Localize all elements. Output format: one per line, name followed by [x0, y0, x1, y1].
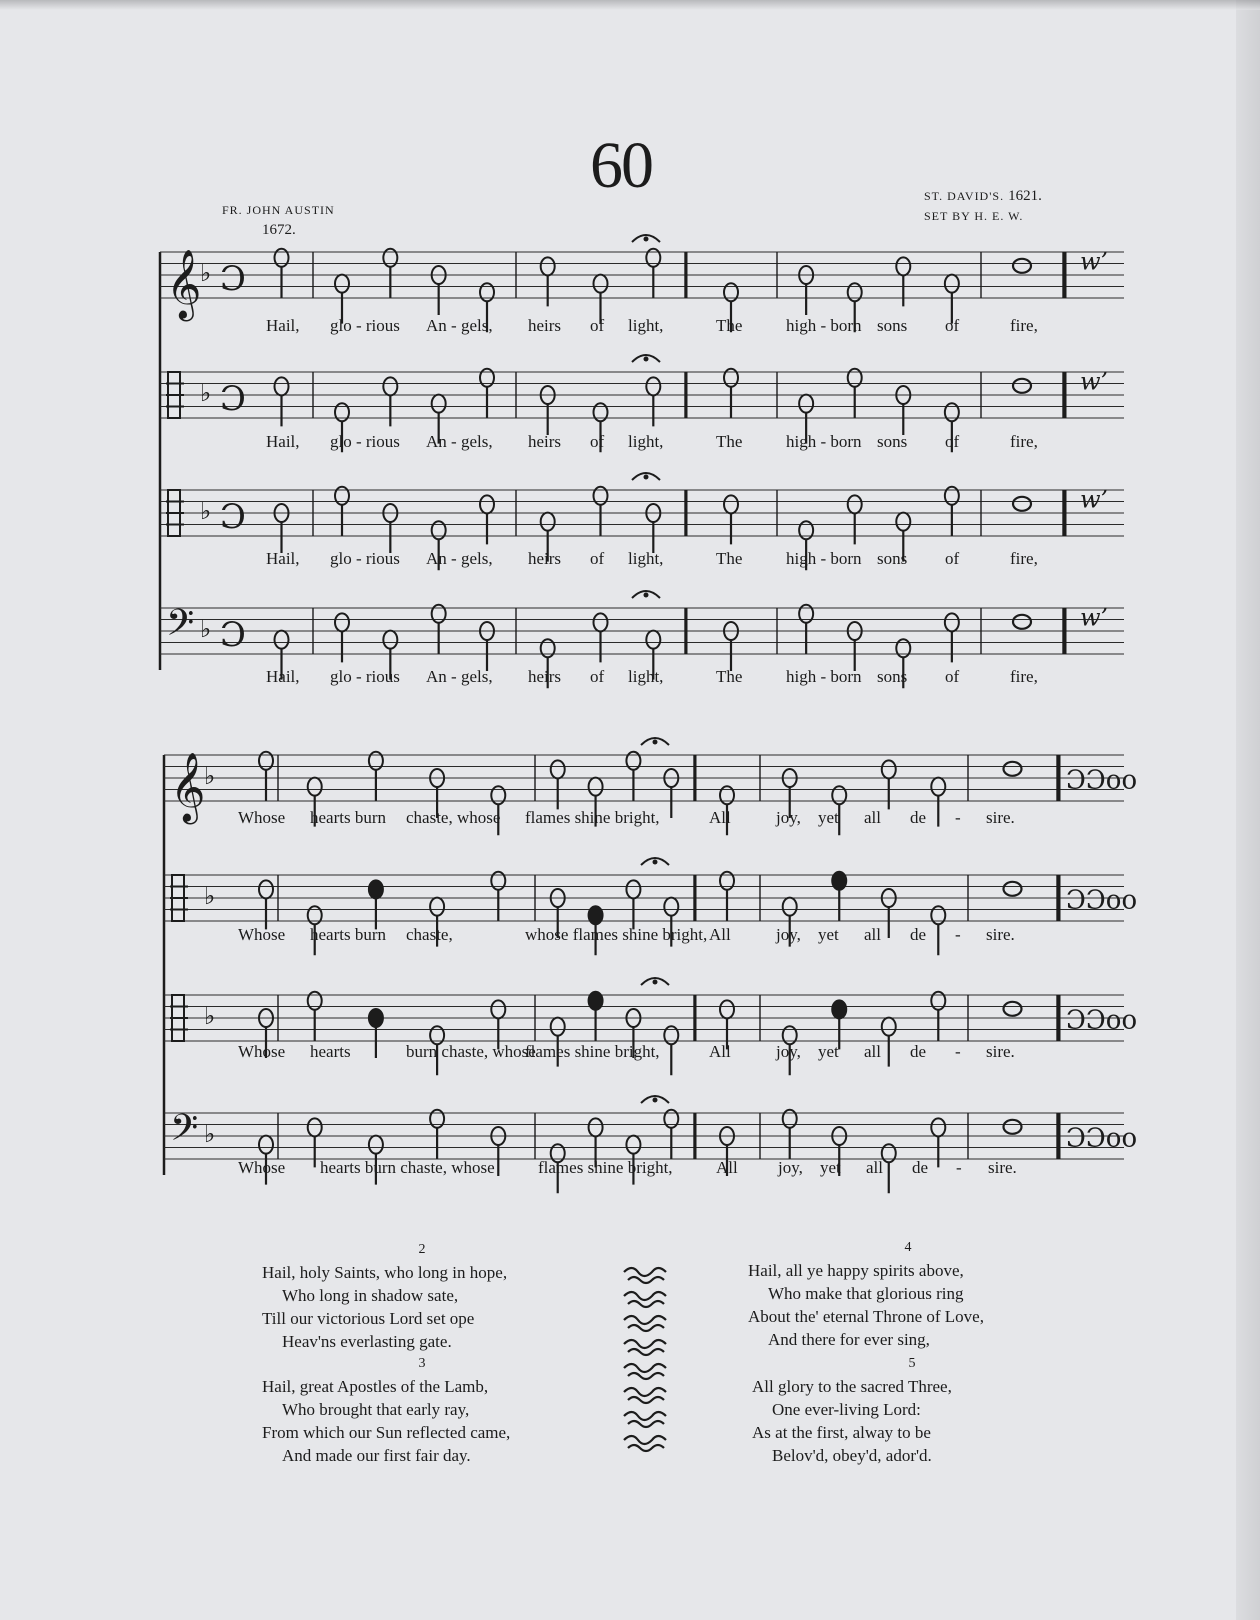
lyric-syllable: joy, [776, 808, 801, 827]
note-head [480, 495, 494, 513]
note-head [931, 778, 945, 796]
author-name: FR. JOHN AUSTIN [222, 203, 335, 217]
verse-3 [262, 1352, 582, 1467]
ornament-flourish-icon [624, 1292, 666, 1307]
bass-clef-icon: 𝄢 [166, 602, 195, 653]
note-head [430, 898, 444, 916]
note-head [589, 992, 603, 1010]
verse-line: Hail, holy Saints, who long in hope, [262, 1263, 508, 1282]
ornament-flourish-icon [624, 1412, 666, 1427]
note-head [335, 275, 349, 293]
verse-number: 4 [904, 1240, 912, 1255]
lyric-syllable: of [945, 667, 960, 686]
note-head [308, 1118, 322, 1136]
lyric-syllable: Hail, [266, 549, 300, 568]
lyric-syllable: sire. [986, 808, 1015, 827]
lyric-syllable: all [864, 925, 881, 944]
lyric-syllable: light, [628, 549, 664, 568]
note-head [383, 631, 397, 649]
note-head [896, 513, 910, 531]
note-head [1004, 762, 1022, 776]
verse-line: One ever-living Lord: [772, 1400, 921, 1419]
lyric-syllable: sire. [988, 1158, 1017, 1177]
time-signature-icon: Ɔ [220, 258, 247, 299]
ornament-flourish-icon [624, 1268, 666, 1283]
lyric-syllable: all [866, 1158, 883, 1177]
note-head [589, 1118, 603, 1136]
lyric-syllable: Hail, [266, 667, 300, 686]
author-year: 1672. [262, 222, 296, 238]
note-head [308, 778, 322, 796]
note-head [931, 1118, 945, 1136]
custos-icon: w’ [1080, 247, 1109, 276]
tune-year: 1621. [1008, 188, 1042, 204]
note-head [783, 898, 797, 916]
note-head [626, 1136, 640, 1154]
lyric-syllable: Whose [238, 925, 286, 944]
verse-number: 5 [908, 1356, 916, 1371]
verse-line: About the' eternal Throne of Love, [748, 1307, 984, 1326]
lyric-syllable: de [910, 808, 927, 827]
flat-icon: ♭ [200, 258, 212, 287]
final-flourish-icon: ƆƆoο [1066, 1005, 1138, 1036]
verse-line: Who long in shadow sate, [282, 1286, 459, 1305]
tune-name: ST. DAVID'S. [924, 189, 1005, 203]
hymn-number: 60 [590, 129, 652, 202]
verse-line: Who make that glorious ring [768, 1284, 964, 1303]
note-head [594, 275, 608, 293]
note-head [551, 760, 565, 778]
treble-clef-icon: 𝄞 [170, 752, 206, 822]
lyric-syllable: sons [877, 549, 908, 568]
fermata-dot-icon [644, 237, 649, 242]
lyric-syllable: sire. [986, 925, 1015, 944]
note-head [369, 880, 383, 898]
ornament-flourish-icon [624, 1340, 666, 1355]
note-head [646, 377, 660, 395]
fermata-dot-icon [644, 357, 649, 362]
verse-line: And there for ever sing, [768, 1330, 930, 1349]
verse-line: Belov'd, obey'd, ador'd. [772, 1446, 932, 1465]
lyric-syllable: An - gels, [426, 549, 493, 568]
lyric-syllable: yet [818, 1042, 839, 1061]
fermata-dot-icon [644, 593, 649, 598]
flat-icon: ♭ [204, 881, 216, 910]
lyric-syllable: The [716, 316, 743, 335]
lyric-syllable: yet [818, 808, 839, 827]
note-head [664, 898, 678, 916]
lyric-syllable: burn chaste, whose [406, 1042, 536, 1061]
note-head [541, 257, 555, 275]
lyric-syllable: flames shine bright, [538, 1158, 673, 1177]
lyric-syllable: flames shine bright, [525, 808, 660, 827]
lyric-syllable: of [945, 549, 960, 568]
verse-line: From which our Sun reflected came, [262, 1423, 511, 1442]
note-head [259, 880, 273, 898]
verse-line: And made our first fair day. [282, 1446, 471, 1465]
ornament-flourish-icon [624, 1316, 666, 1331]
lyric-syllable: of [590, 549, 605, 568]
note-head [1004, 1120, 1022, 1134]
note-head [594, 613, 608, 631]
lyric-syllable: fire, [1010, 667, 1038, 686]
note-head [1013, 497, 1031, 511]
lyric-syllable: of [590, 667, 605, 686]
note-head [799, 395, 813, 413]
note-head [551, 1018, 565, 1036]
treble-clef-icon: 𝄞 [166, 249, 202, 319]
lyric-syllable: All [716, 1158, 738, 1177]
note-head [275, 377, 289, 395]
note-head [945, 275, 959, 293]
note-head [383, 377, 397, 395]
lyric-syllable: all [864, 808, 881, 827]
lyric-syllable: hearts burn chaste, whose [320, 1158, 495, 1177]
lyric-syllable: sire. [986, 1042, 1015, 1061]
lyric-syllable: All [709, 925, 731, 944]
lyric-syllable: fire, [1010, 549, 1038, 568]
lyric-syllable: The [716, 432, 743, 451]
note-head [832, 1000, 846, 1018]
lyric-syllable: Whose [238, 1158, 286, 1177]
note-head [724, 495, 738, 513]
lyric-syllable: high - born [786, 432, 862, 451]
lyric-syllable: An - gels, [426, 432, 493, 451]
note-head [1004, 882, 1022, 896]
lyric-syllable: glo - rious [330, 316, 400, 335]
note-head [491, 1000, 505, 1018]
lyric-syllable: de [912, 1158, 929, 1177]
lyric-syllable: joy, [776, 1042, 801, 1061]
note-head [432, 395, 446, 413]
verse-number: 2 [418, 1242, 426, 1257]
lyric-syllable: light, [628, 316, 664, 335]
lyric-syllable: light, [628, 667, 664, 686]
lyric-syllable: high - born [786, 316, 862, 335]
lyric-syllable: of [590, 316, 605, 335]
ornament-flourish-icon [624, 1388, 666, 1403]
lyric-syllable: all [864, 1042, 881, 1061]
lyric-syllable: - [955, 808, 961, 827]
lyric-syllable: hearts [310, 1042, 351, 1061]
time-signature-icon: Ɔ [220, 378, 247, 419]
note-head [896, 257, 910, 275]
ornament-column [618, 1262, 674, 1462]
note-head [626, 880, 640, 898]
verse-number: 3 [418, 1356, 426, 1371]
verse-2 [262, 1238, 582, 1353]
note-head [848, 495, 862, 513]
lyric-syllable: sons [877, 316, 908, 335]
lyric-syllable: chaste, [406, 925, 453, 944]
fermata-dot-icon [653, 1098, 658, 1103]
custos-icon: w’ [1080, 367, 1109, 396]
note-head [589, 906, 603, 924]
lyric-syllable: de [910, 1042, 927, 1061]
lyric-syllable: of [945, 316, 960, 335]
note-head [945, 613, 959, 631]
lyric-syllable: Whose [238, 1042, 286, 1061]
lyric-syllable: chaste, whose [406, 808, 501, 827]
fermata-dot-icon [653, 740, 658, 745]
time-signature-icon: Ɔ [220, 614, 247, 655]
lyric-syllable: glo - rious [330, 549, 400, 568]
verse-line: All glory to the sacred Three, [752, 1377, 952, 1396]
final-flourish-icon: ƆƆoο [1066, 765, 1138, 796]
lyric-syllable: The [716, 667, 743, 686]
lyric-syllable: yet [820, 1158, 841, 1177]
flat-icon: ♭ [200, 496, 212, 525]
lyric-syllable: - [956, 1158, 962, 1177]
lyric-syllable: sons [877, 667, 908, 686]
note-head [646, 631, 660, 649]
flat-icon: ♭ [200, 614, 212, 643]
fermata-dot-icon [644, 475, 649, 480]
note-head [275, 631, 289, 649]
lyric-syllable: An - gels, [426, 316, 493, 335]
ornament-flourish-icon [624, 1364, 666, 1379]
note-head [882, 1018, 896, 1036]
lyric-syllable: yet [818, 925, 839, 944]
verse-line: Hail, all ye happy spirits above, [748, 1261, 964, 1280]
lyric-syllable: de [910, 925, 927, 944]
lyric-syllable: joy, [776, 925, 801, 944]
verse-line: Heav'ns everlasting gate. [282, 1332, 452, 1351]
note-head [259, 1136, 273, 1154]
lyric-syllable: All [709, 1042, 731, 1061]
custos-icon: w’ [1080, 485, 1109, 514]
flat-icon: ♭ [204, 1001, 216, 1030]
note-head [1004, 1002, 1022, 1016]
lyric-syllable: heirs [528, 667, 562, 686]
flat-icon: ♭ [200, 378, 212, 407]
verse-line: Till our victorious Lord set ope [262, 1309, 475, 1328]
lyric-syllable: The [716, 549, 743, 568]
lyric-syllable: heirs [528, 432, 562, 451]
lyric-syllable: of [590, 432, 605, 451]
lyric-syllable: An - gels, [426, 667, 493, 686]
note-head [1013, 615, 1031, 629]
lyric-syllable: high - born [786, 549, 862, 568]
fermata-dot-icon [653, 860, 658, 865]
lyric-syllable: - [955, 925, 961, 944]
lyric-syllable: high - born [786, 667, 862, 686]
note-head [369, 1009, 383, 1027]
verse-5 [752, 1352, 1072, 1467]
custos-icon: w’ [1080, 603, 1109, 632]
lyric-syllable: sons [877, 432, 908, 451]
lyric-syllable: hearts burn [310, 808, 387, 827]
lyric-syllable: heirs [528, 549, 562, 568]
note-head [832, 872, 846, 890]
lyric-syllable: fire, [1010, 316, 1038, 335]
lyric-syllable: - [955, 1042, 961, 1061]
lyric-syllable: fire, [1010, 432, 1038, 451]
lyric-syllable: whose flames shine bright, [525, 925, 708, 944]
verse-4 [748, 1236, 1068, 1351]
lyric-syllable: glo - rious [330, 667, 400, 686]
lyric-syllable: hearts burn [310, 925, 387, 944]
note-head [335, 613, 349, 631]
final-flourish-icon: ƆƆoο [1066, 1123, 1138, 1154]
verse-line: Hail, great Apostles of the Lamb, [262, 1377, 489, 1396]
lyric-syllable: heirs [528, 316, 562, 335]
lyric-syllable: light, [628, 432, 664, 451]
verse-line: Who brought that early ray, [282, 1400, 470, 1419]
note-head [541, 513, 555, 531]
lyric-syllable: flames shine bright, [525, 1042, 660, 1061]
note-head [882, 760, 896, 778]
note-head [1013, 259, 1031, 273]
bass-clef-icon: 𝄢 [170, 1107, 199, 1158]
lyric-syllable: Whose [238, 808, 286, 827]
lyric-syllable: glo - rious [330, 432, 400, 451]
time-signature-icon: Ɔ [220, 496, 247, 537]
lyric-syllable: Hail, [266, 316, 300, 335]
flat-icon: ♭ [204, 1119, 216, 1148]
lyric-syllable: All [709, 808, 731, 827]
note-head [720, 1000, 734, 1018]
verse-line: As at the first, alway to be [752, 1423, 931, 1442]
note-head [369, 1136, 383, 1154]
lyric-syllable: Hail, [266, 432, 300, 451]
note-head [589, 778, 603, 796]
tune-setting: SET BY H. E. W. [924, 209, 1024, 223]
lyric-syllable: joy, [778, 1158, 803, 1177]
final-flourish-icon: ƆƆoο [1066, 885, 1138, 916]
flat-icon: ♭ [204, 761, 216, 790]
note-head [1013, 379, 1031, 393]
lyric-syllable: of [945, 432, 960, 451]
ornament-flourish-icon [624, 1436, 666, 1451]
fermata-dot-icon [653, 980, 658, 985]
